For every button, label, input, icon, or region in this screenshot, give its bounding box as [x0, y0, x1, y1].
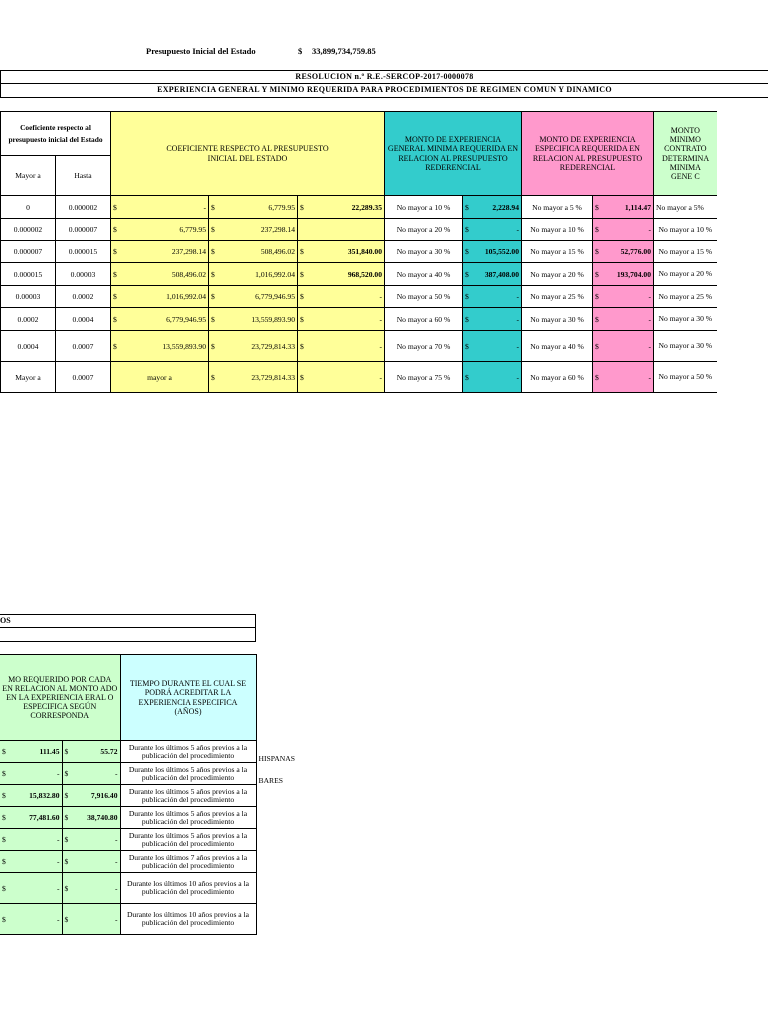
gen-amt-cell: -: [516, 225, 519, 234]
from-cell: -: [203, 202, 206, 212]
budget-label: Presupuesto Inicial del Estado: [146, 46, 256, 56]
currency-sign: $: [300, 341, 304, 351]
currency-sign: $: [465, 225, 469, 234]
spec-pct-cell: No mayor a 15 %: [522, 241, 593, 263]
side-label: [256, 904, 316, 935]
to-cell: 6,779.95: [268, 202, 295, 212]
mayor-cell: 0.0002: [1, 308, 56, 331]
currency-sign: $: [113, 292, 117, 301]
mayor-cell: Mayor a: [1, 362, 56, 393]
min-required-header: MO REQUERIDO POR CADA EN RELACION AL MONTO ADO EN LA EXPERIENCIA ERAL O ESPECIFICA SEGÚN CORRESPONDA: [0, 655, 120, 741]
currency-sign: $: [300, 372, 304, 382]
currency-sign: $: [64, 857, 69, 866]
from-cell: 6,779,946.95: [166, 314, 206, 324]
currency-sign: $: [2, 747, 6, 756]
side-label: BARES: [258, 775, 283, 785]
currency-sign: $: [595, 202, 599, 212]
to-cell: 13,559,893.90: [251, 314, 295, 324]
side-label: [256, 851, 316, 873]
currency-sign: $: [2, 813, 6, 822]
sub-band-a: OS: [0, 614, 256, 628]
table-row: [0, 829, 316, 851]
time-table: [0, 654, 316, 935]
currency-sign: $: [211, 225, 215, 234]
spec-pct-cell: No mayor a 25 %: [522, 286, 593, 308]
hasta-cell: 0.000002: [56, 196, 111, 219]
budget-cell: 22,289.35: [351, 202, 382, 212]
table-row: [0, 741, 316, 763]
spec-amt-cell: -: [648, 292, 651, 301]
currency-sign: $: [2, 857, 6, 866]
gen-pct-cell: No mayor a 70 %: [385, 331, 463, 362]
currency-sign: $: [64, 813, 69, 822]
currency-sign: $: [465, 314, 469, 324]
hasta-cell: 0.0002: [56, 286, 111, 308]
currency-sign: $: [64, 835, 69, 844]
to-cell: 1,016,992.04: [255, 269, 295, 279]
to-cell: 23,729,814.33: [251, 341, 295, 351]
from-cell: mayor a: [111, 362, 209, 393]
spec-pct-cell: No mayor a 10 %: [522, 219, 593, 241]
currency-sign: $: [465, 372, 469, 382]
gen-pct-cell: No mayor a 75 %: [385, 362, 463, 393]
hasta-cell: 0.000007: [56, 219, 111, 241]
amount-b-cell: 55.72: [100, 747, 118, 756]
spec-pct-cell: No mayor a 40 %: [522, 331, 593, 362]
currency-sign: $: [211, 269, 215, 279]
amount-a-cell: -: [56, 835, 60, 844]
currency-sign: $: [113, 341, 117, 351]
currency-sign: $: [300, 202, 304, 212]
amount-a-cell: 111.45: [39, 747, 60, 756]
currency-sign: $: [595, 372, 599, 382]
spec-pct-cell: No mayor a 20 %: [522, 263, 593, 286]
currency-sign: $: [113, 314, 117, 324]
amount-a-cell: -: [56, 857, 60, 866]
spec-amt-cell: -: [648, 314, 651, 324]
from-cell: 6,779.95: [179, 225, 206, 234]
currency-sign: $: [300, 247, 304, 256]
currency-sign: $: [2, 883, 6, 893]
mayor-cell: 0: [1, 196, 56, 219]
table-row: [0, 785, 316, 807]
budget-value: 33,899,734,759.85: [312, 46, 376, 56]
currency-sign: $: [64, 747, 69, 756]
resolution-band: RESOLUCION n.º R.E.-SERCOP-2017-0000078: [0, 70, 768, 84]
currency-sign: $: [465, 341, 469, 351]
specific-exp-header: MONTO DE EXPERIENCIA ESPECIFICA REQUERIDA EN RELACION AL PRESUPUESTO REDERENCIAL: [522, 112, 654, 196]
gen-pct-cell: No mayor a 10 %: [385, 196, 463, 219]
currency-sign: $: [113, 202, 117, 212]
budget-cell: 351,840.00: [347, 247, 382, 256]
amount-a-cell: -: [56, 769, 60, 778]
general-exp-header: MONTO DE EXPERIENCIA GENERAL MINIMA REQUERIDA EN RELACION AL PRESUPUESTO REDERENCIAL: [385, 112, 522, 196]
currency-sign: $: [300, 314, 304, 324]
budget-cell: 968,520.00: [347, 269, 382, 279]
experience-table: [0, 111, 717, 393]
currency-sign: $: [595, 247, 599, 256]
time-cell: Durante los últimos 5 años previos a la publicación del procedimiento: [120, 741, 256, 763]
currency-sign: $: [113, 247, 117, 256]
min-contract-header: MONTO MINIMO CONTRATO DETERMINA MINIMA GENE C: [654, 112, 717, 196]
table-row: [1, 241, 717, 263]
currency-sign: $: [300, 269, 304, 279]
amount-b-cell: -: [114, 914, 118, 924]
min-pct-cell: No mayor a 15 %: [654, 241, 717, 263]
mayor-header: Mayor a: [1, 156, 56, 196]
table-row: [1, 286, 717, 308]
side-label: [256, 829, 316, 851]
currency-sign: $: [2, 835, 6, 844]
currency-sign: $: [300, 292, 304, 301]
gen-amt-cell: -: [516, 314, 519, 324]
spec-pct-cell: No mayor a 30 %: [522, 308, 593, 331]
currency-sign: $: [211, 372, 215, 382]
currency-sign: $: [211, 292, 215, 301]
table-row: [1, 263, 717, 286]
mayor-cell: 0.000015: [1, 263, 56, 286]
side-label: HISPANAS: [258, 753, 295, 763]
to-cell: 6,779,946.95: [255, 292, 295, 301]
spec-amt-cell: -: [648, 341, 651, 351]
hasta-cell: 0.000015: [56, 241, 111, 263]
currency-sign: $: [211, 314, 215, 324]
side-label: [256, 873, 316, 904]
time-cell: Durante los últimos 5 años previos a la publicación del procedimiento: [120, 807, 256, 829]
time-cell: Durante los últimos 7 años previos a la publicación del procedimiento: [120, 851, 256, 873]
currency-sign: $: [64, 791, 69, 800]
coef-group-header: Coeficiente respecto al presupuesto inicial del Estado: [1, 112, 111, 156]
to-cell: 23,729,814.33: [251, 372, 295, 382]
currency-sign: $: [2, 791, 6, 800]
amount-a-cell: -: [56, 883, 60, 893]
time-cell: Durante los últimos 5 años previos a la publicación del procedimiento: [120, 785, 256, 807]
table-row: [1, 362, 717, 393]
currency-sign: $: [595, 341, 599, 351]
gen-amt-cell: -: [516, 292, 519, 301]
table-row: [0, 851, 316, 873]
amount-b-cell: 38,740.80: [87, 813, 118, 822]
gen-pct-cell: No mayor a 40 %: [385, 263, 463, 286]
amount-b-cell: -: [114, 883, 118, 893]
currency-sign: $: [2, 769, 6, 778]
from-cell: 13,559,893.90: [162, 341, 206, 351]
min-pct-cell: No mayor a 30 %: [654, 308, 717, 331]
budget-currency: $: [298, 46, 303, 56]
table-row: [1, 196, 717, 219]
spec-amt-cell: 1,114.47: [624, 202, 651, 212]
side-label: [256, 807, 316, 829]
currency-sign: $: [211, 341, 215, 351]
gen-pct-cell: No mayor a 60 %: [385, 308, 463, 331]
hasta-cell: 0.0007: [56, 362, 111, 393]
table-row: [0, 807, 316, 829]
currency-sign: $: [211, 202, 215, 212]
budget-cell: -: [379, 372, 382, 382]
currency-sign: $: [465, 247, 469, 256]
spec-amt-cell: 193,704.00: [616, 269, 651, 279]
hasta-cell: 0.0007: [56, 331, 111, 362]
table-row: [1, 331, 717, 362]
currency-sign: $: [595, 225, 599, 234]
to-cell: 508,496.02: [260, 247, 295, 256]
mayor-cell: 0.0004: [1, 331, 56, 362]
mayor-cell: 0.000007: [1, 241, 56, 263]
table-row: [0, 873, 316, 904]
gen-pct-cell: No mayor a 50 %: [385, 286, 463, 308]
title-band: EXPERIENCIA GENERAL Y MINIMO REQUERIDA PARA PROCEDIMIENTOS DE REGIMEN COMUN Y DINAMICO: [0, 84, 768, 98]
budget-cell: -: [379, 314, 382, 324]
spec-amt-cell: 52,776.00: [620, 247, 651, 256]
currency-sign: $: [595, 292, 599, 301]
amount-a-cell: -: [56, 914, 60, 924]
min-pct-cell: No mayor a 5%: [654, 196, 717, 219]
coef-budget-header: COEFICIENTE RESPECTO AL PRESUPUESTO INICIAL DEL ESTADO: [111, 112, 385, 196]
currency-sign: $: [2, 914, 6, 924]
amount-b-cell: -: [114, 835, 118, 844]
currency-sign: $: [465, 292, 469, 301]
spec-amt-cell: -: [648, 372, 651, 382]
currency-sign: $: [465, 202, 469, 212]
from-cell: 1,016,992.04: [166, 292, 206, 301]
time-cell: Durante los últimos 10 años previos a la publicación del procedimiento: [120, 873, 256, 904]
hasta-cell: 0.0004: [56, 308, 111, 331]
time-cell: Durante los últimos 5 años previos a la publicación del procedimiento: [120, 829, 256, 851]
currency-sign: $: [64, 883, 69, 893]
min-pct-cell: No mayor a 30 %: [654, 331, 717, 362]
gen-amt-cell: -: [516, 341, 519, 351]
amount-b-cell: -: [114, 857, 118, 866]
spec-pct-cell: No mayor a 5 %: [522, 196, 593, 219]
time-cell: Durante los últimos 10 años previos a la publicación del procedimiento: [120, 904, 256, 935]
spec-amt-cell: -: [648, 225, 651, 234]
mayor-cell: 0.00003: [1, 286, 56, 308]
time-cell: Durante los últimos 5 años previos a la publicación del procedimiento: [120, 763, 256, 785]
table-row: [1, 308, 717, 331]
gen-amt-cell: 387,408.00: [484, 269, 519, 279]
budget-cell: -: [379, 341, 382, 351]
gen-pct-cell: No mayor a 30 %: [385, 241, 463, 263]
gen-amt-cell: 2,228.94: [492, 202, 519, 212]
currency-sign: $: [595, 314, 599, 324]
currency-sign: $: [64, 914, 69, 924]
min-pct-cell: No mayor a 20 %: [654, 263, 717, 286]
to-cell: 237,298.14: [260, 225, 295, 234]
gen-pct-cell: No mayor a 20 %: [385, 219, 463, 241]
amount-a-cell: 77,481.60: [29, 813, 60, 822]
mayor-cell: 0.000002: [1, 219, 56, 241]
table-row: [0, 763, 316, 785]
amount-a-cell: 15,832.80: [29, 791, 60, 800]
amount-b-cell: -: [114, 769, 118, 778]
gen-amt-cell: 105,552.00: [484, 247, 519, 256]
gen-amt-cell: -: [516, 372, 519, 382]
currency-sign: $: [113, 269, 117, 279]
spacer: [256, 655, 316, 741]
currency-sign: $: [64, 769, 69, 778]
spec-pct-cell: No mayor a 60 %: [522, 362, 593, 393]
from-cell: 237,298.14: [171, 247, 206, 256]
amount-b-cell: 7,916.40: [90, 791, 118, 800]
table-row: [1, 219, 717, 241]
table-row: [0, 904, 316, 935]
currency-sign: $: [211, 247, 215, 256]
min-pct-cell: No mayor a 25 %: [654, 286, 717, 308]
currency-sign: $: [113, 225, 117, 234]
currency-sign: $: [595, 269, 599, 279]
from-cell: 508,496.02: [171, 269, 206, 279]
min-pct-cell: No mayor a 10 %: [654, 219, 717, 241]
currency-sign: $: [465, 269, 469, 279]
time-header: TIEMPO DURANTE EL CUAL SE PODRÁ ACREDITAR LA EXPERIENCIA ESPECIFICA (AÑOS): [120, 655, 256, 741]
min-pct-cell: No mayor a 50 %: [654, 362, 717, 393]
sub-band-b: [0, 628, 256, 642]
budget-cell: -: [379, 292, 382, 301]
hasta-cell: 0.00003: [56, 263, 111, 286]
hasta-header: Hasta: [56, 156, 111, 196]
side-label: [256, 785, 316, 807]
